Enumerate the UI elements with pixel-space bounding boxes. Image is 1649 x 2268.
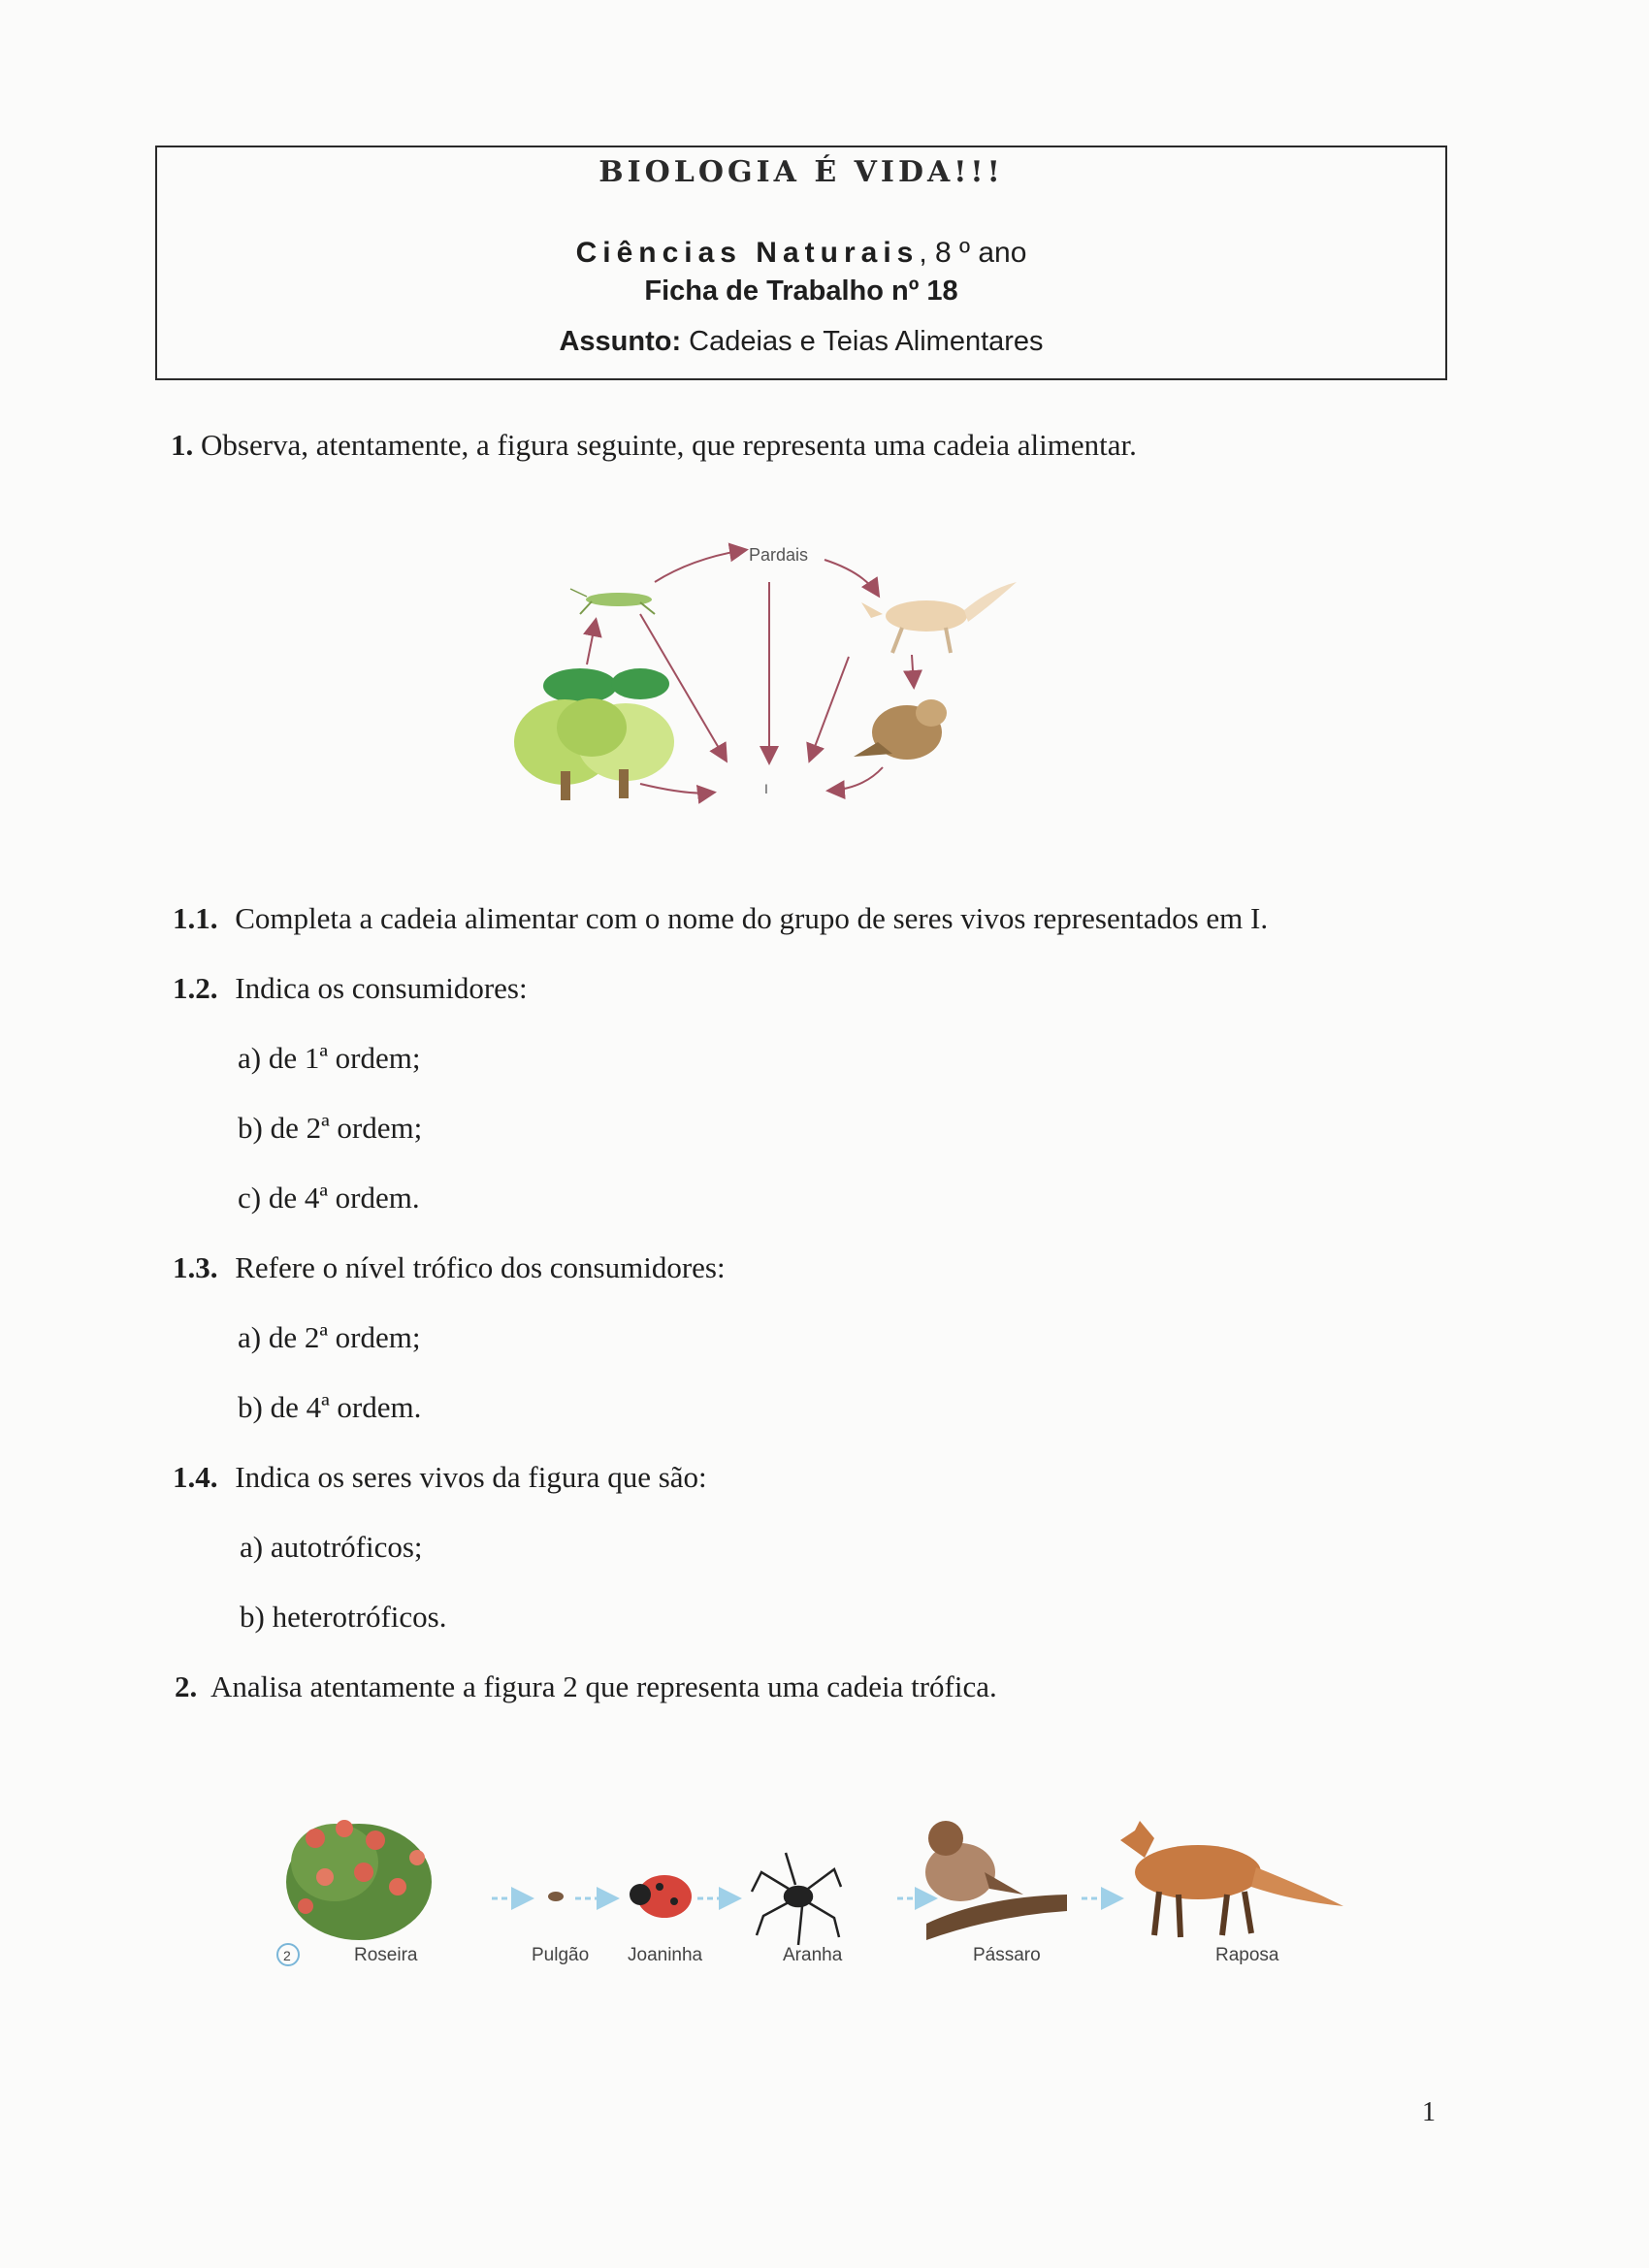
figure-number: 2 bbox=[283, 1948, 291, 1963]
label-i: I bbox=[764, 781, 768, 796]
ladybird-illustration bbox=[630, 1875, 692, 1918]
tree-illustration bbox=[514, 668, 674, 800]
question-1-3-text: Refere o nível trófico dos consumidores: bbox=[235, 1250, 726, 1284]
question-1-3-number: 1.3. bbox=[173, 1250, 218, 1284]
question-1-2-text: Indica os consumidores: bbox=[235, 971, 528, 1005]
question-1-1-text: Completa a cadeia alimentar com o nome do grupo de seres vivos representados em I. bbox=[235, 901, 1269, 935]
question-1-number: 1. bbox=[171, 428, 194, 462]
label-passaro: Pássaro bbox=[973, 1945, 1041, 1965]
aphid-illustration bbox=[548, 1892, 564, 1901]
question-1-1 bbox=[173, 900, 1268, 936]
header-worksheet: Ficha de Trabalho nº 18 bbox=[644, 275, 958, 307]
page-number: 1 bbox=[1422, 2097, 1436, 2127]
question-1-2-b: b) de 2ª ordem; bbox=[238, 1111, 423, 1145]
fox-illustration-2 bbox=[1120, 1821, 1343, 1937]
bird-of-prey-illustration bbox=[854, 699, 947, 760]
question-1-3 bbox=[173, 1249, 726, 1285]
question-1-3-a: a) de 2ª ordem; bbox=[238, 1320, 421, 1354]
label-pulgao: Pulgão bbox=[532, 1945, 590, 1965]
question-1-2-c: c) de 4ª ordem. bbox=[238, 1181, 420, 1215]
header-subject: Ciências Naturais bbox=[575, 237, 920, 269]
label-raposa: Raposa bbox=[1215, 1945, 1279, 1965]
question-1-2 bbox=[173, 970, 528, 1006]
question-1 bbox=[171, 427, 1137, 463]
header-title: BIOLOGIA É VIDA!!! bbox=[598, 155, 1004, 189]
header-box bbox=[155, 146, 1447, 380]
question-1-4-a: a) autotróficos; bbox=[240, 1530, 423, 1564]
header-subject-line bbox=[157, 237, 1445, 270]
grasshopper-illustration bbox=[570, 589, 655, 614]
question-1-text: Observa, atentamente, a figura seguinte, que representa uma cadeia alimentar. bbox=[193, 428, 1137, 462]
question-1-4-text: Indica os seres vivos da figura que são: bbox=[235, 1460, 707, 1494]
label-joaninha: Joaninha bbox=[628, 1945, 703, 1965]
header-topic-label: Assunto: bbox=[559, 326, 682, 357]
rose-bush-illustration bbox=[286, 1820, 432, 1940]
question-1-1-number: 1.1. bbox=[173, 901, 218, 935]
question-1-4-number: 1.4. bbox=[173, 1460, 218, 1494]
label-pardais: Pardais bbox=[749, 545, 809, 565]
figure-2-trophic-chain bbox=[267, 1780, 1406, 1979]
header-topic-line bbox=[157, 326, 1445, 358]
question-2 bbox=[175, 1669, 997, 1704]
label-roseira: Roseira bbox=[354, 1945, 418, 1965]
spider-illustration bbox=[752, 1853, 841, 1945]
fox-illustration bbox=[861, 582, 1017, 653]
header-topic: Cadeias e Teias Alimentares bbox=[681, 326, 1044, 357]
question-1-4-b: b) heterotróficos. bbox=[240, 1600, 447, 1634]
figure-1-food-chain bbox=[495, 538, 1018, 815]
question-2-number: 2. bbox=[175, 1669, 198, 1703]
question-2-text: Analisa atentamente a figura 2 que representa uma cadeia trófica. bbox=[210, 1669, 997, 1703]
label-aranha: Aranha bbox=[783, 1945, 843, 1965]
sparrow-illustration bbox=[925, 1821, 1067, 1940]
question-1-2-a: a) de 1ª ordem; bbox=[238, 1041, 421, 1075]
question-1-4 bbox=[173, 1459, 707, 1495]
header-grade: , 8 º ano bbox=[919, 237, 1027, 269]
question-1-3-b: b) de 4ª ordem. bbox=[238, 1390, 422, 1424]
question-1-2-number: 1.2. bbox=[173, 971, 218, 1005]
